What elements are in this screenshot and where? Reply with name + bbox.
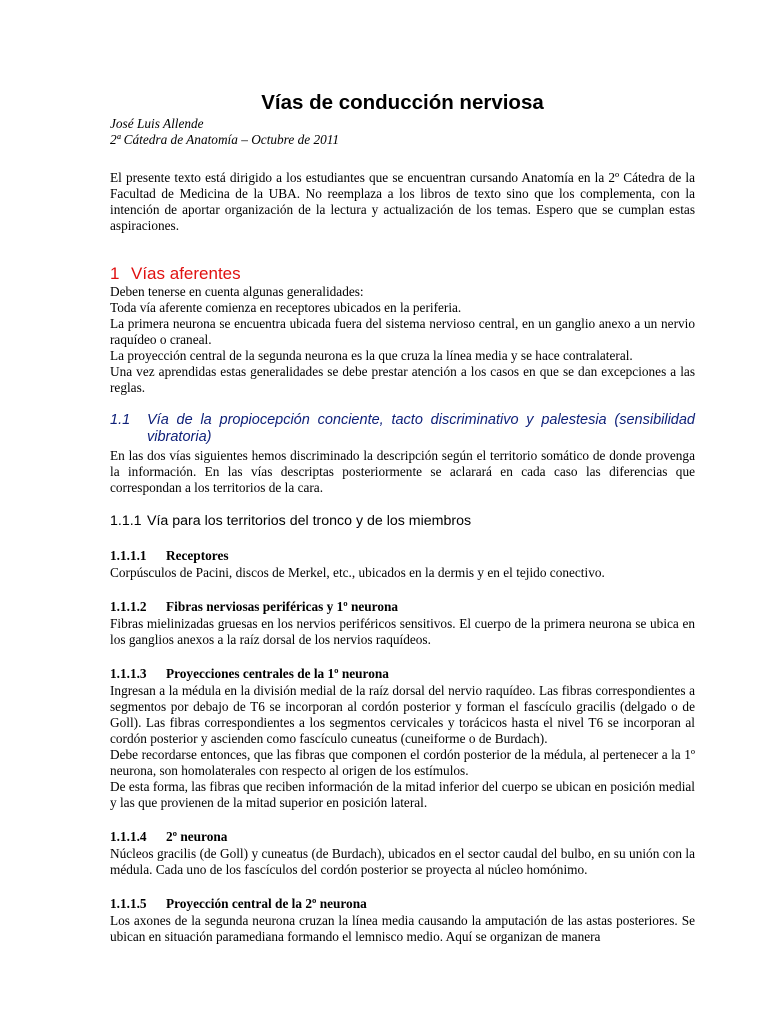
- document-affiliation: 2ª Cátedra de Anatomía – Octubre de 2011: [110, 132, 340, 147]
- text-line: Los axones de la segunda neurona cruzan la línea media causando la amputación de las astas posteriores. Se ubican en situación paramediana formando el lemnisco medio. Aquí se organizan de manera: [110, 913, 695, 944]
- section-title: Vías aferentes: [131, 264, 241, 283]
- text-line: Debe recordarse entonces, que las fibras que componen el cordón posterior de la médula, al pertenecer a la 1º neurona, son homolaterales con respecto al origen de los estímulos.: [110, 747, 695, 778]
- subsection-heading: [110, 829, 695, 845]
- subsection-paragraph: [110, 565, 695, 581]
- section-title: Vía para los territorios del tronco y de los miembros: [147, 513, 472, 529]
- subsection-title: 2º neurona: [166, 829, 228, 844]
- subsection-number: 1.1.1.2: [110, 599, 147, 614]
- text-line: Deben tenerse en cuenta algunas generalidades:: [110, 284, 364, 299]
- subsection-paragraph: [110, 616, 695, 648]
- text-line: Núcleos gracilis (de Goll) y cuneatus (de Burdach), ubicados en el sector caudal del bulbo, en su unión con la médula. Cada uno de los fascículos del cordón posterior se proyecta al núcleo homónimo.: [110, 846, 695, 877]
- subsection-heading: [110, 896, 695, 912]
- subsection-paragraph: [110, 913, 695, 945]
- subsection-heading: [110, 599, 695, 615]
- text-line: La primera neurona se encuentra ubicada fuera del sistema nervioso central, en un ganglio anexo a un nervio raquídeo o craneal.: [110, 316, 695, 347]
- intro-paragraph: El presente texto está dirigido a los estudiantes que se encuentran cursando Anatomía en la 2º Cátedra de la Facultad de Medicina de la UBA. No reemplaza a los libros de texto sino que los complementa, con la intención de aportar organización de la lectura y actualización de los temas. Espero que se cumplan estas aspiraciones.: [110, 170, 695, 233]
- document-author: José Luis Allende: [110, 116, 204, 131]
- section-heading-1: [110, 264, 695, 284]
- text-line: De esta forma, las fibras que reciben información de la mitad inferior del cuerpo se ubican en posición medial y las que provienen de la mitad superior en posición lateral.: [110, 779, 695, 810]
- section-title: Vía de la propiocepción conciente, tacto discriminativo y palestesia (sensibilidad vibratoria): [147, 412, 695, 445]
- subsection-title: Fibras nerviosas periféricas y 1º neurona: [166, 599, 399, 614]
- subsection-number: 1.1.1.3: [110, 666, 147, 681]
- text-line: Una vez aprendidas estas generalidades se debe prestar atención a los casos en que se dan excepciones a las reglas.: [110, 364, 695, 395]
- subsection-paragraph: [110, 846, 695, 878]
- subsection-title: Proyección central de la 2º neurona: [166, 896, 367, 911]
- text-line: La proyección central de la segunda neurona es la que cruza la línea media y se hace contralateral.: [110, 348, 633, 363]
- section-number: 1.1.1: [110, 513, 142, 529]
- text-line: Corpúsculos de Pacini, discos de Merkel, etc., ubicados en la dermis y en el tejido conectivo.: [110, 565, 605, 580]
- section-1-paragraph: [110, 284, 695, 396]
- section-number: 1: [110, 264, 120, 283]
- section-heading-1-1: [110, 412, 695, 446]
- subsection-number: 1.1.1.4: [110, 829, 147, 844]
- section-1-1-paragraph: En las dos vías siguientes hemos discriminado la descripción según el territorio somático de donde provenga la información. En las vías descriptas posteriormente se aclarará en cada caso las diferencias que correspondan a los territorios de la cara.: [110, 448, 695, 495]
- subsection-heading: [110, 548, 695, 564]
- text-line: Toda vía aferente comienza en receptores ubicados en la periferia.: [110, 300, 462, 315]
- subsection-title: Proyecciones centrales de la 1º neurona: [166, 666, 389, 681]
- subsection-title: Receptores: [166, 548, 229, 563]
- text-line: Ingresan a la médula en la división medial de la raíz dorsal del nervio raquídeo. Las fibras correspondientes a segmentos por debajo de T6 se incorporan al cordón posterior y forman el fascículo gracilis (delgado o de Goll). Las fibras correspondientes a los segmentos cervicales y torácicos hasta el nivel T6 se incorporan al cordón posterior y ascienden como fascículo cuneatus (cuneiforme o de Burdach).: [110, 683, 695, 746]
- document-content: [110, 90, 695, 945]
- subsection-heading: [110, 666, 695, 682]
- subsection-number: 1.1.1.1: [110, 548, 147, 563]
- subsection-number: 1.1.1.5: [110, 896, 147, 911]
- section-heading-1-1-1: [110, 513, 695, 530]
- text-line: Fibras mielinizadas gruesas en los nervios periféricos sensitivos. El cuerpo de la primera neurona se ubica en los ganglios anexos a la raíz dorsal de los nervios raquídeos.: [110, 616, 695, 647]
- section-number: 1.1: [110, 412, 131, 428]
- document-title: Vías de conducción nerviosa: [261, 91, 544, 114]
- subsection-paragraph: [110, 683, 695, 811]
